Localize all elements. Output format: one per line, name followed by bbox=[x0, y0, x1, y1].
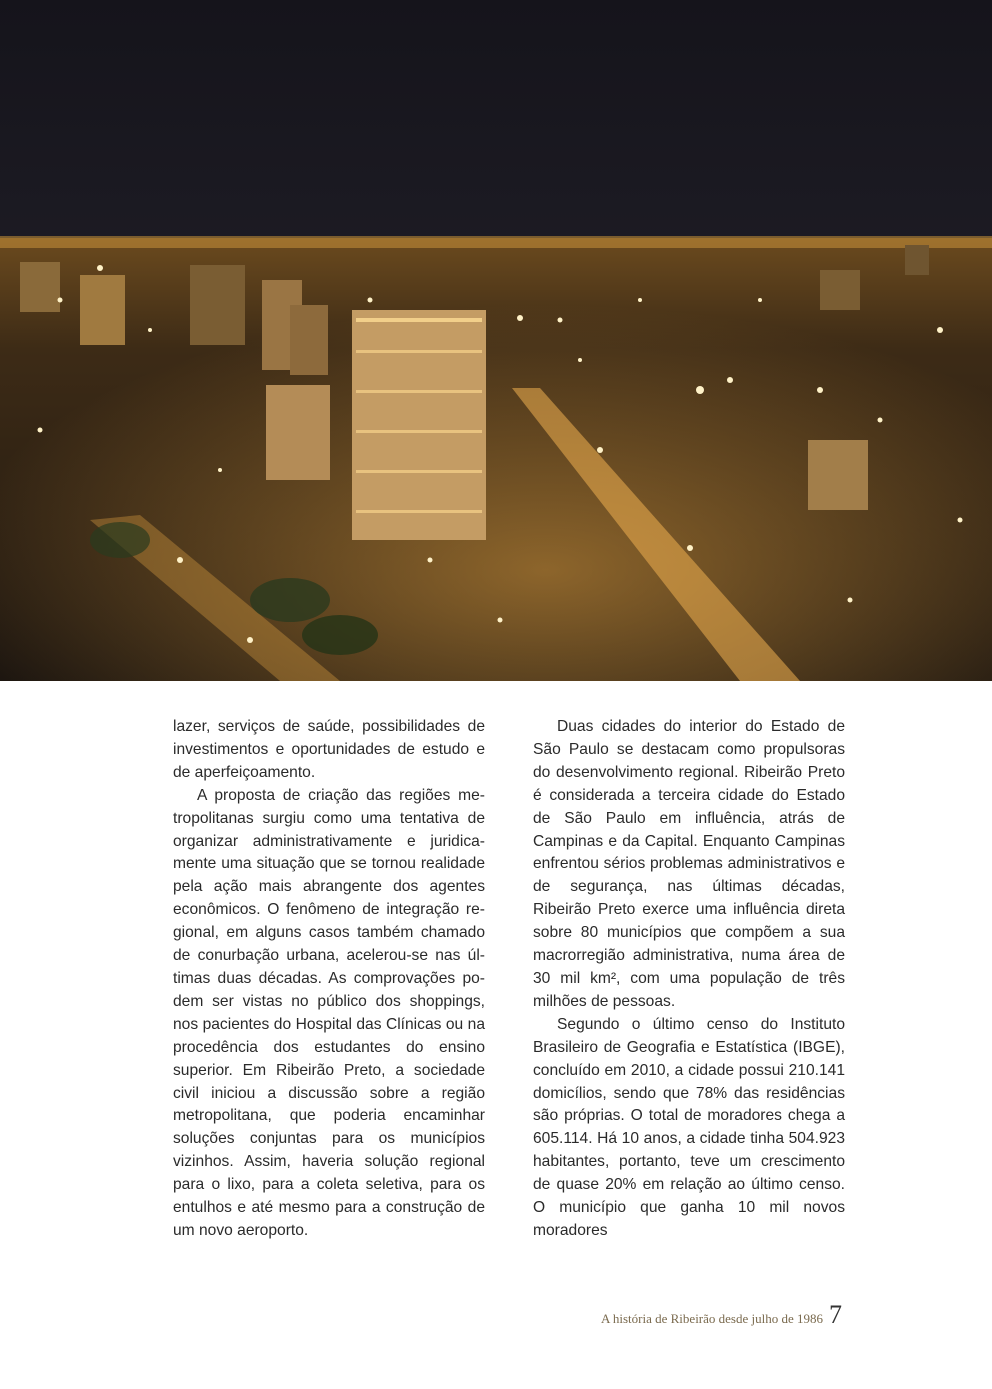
page-footer bbox=[601, 1300, 842, 1336]
paragraph: lazer, serviços de saúde, possibilidades de investimentos e oportunidades de estudo e de aperfeiçoamento. bbox=[173, 718, 485, 781]
text-column-left bbox=[173, 716, 485, 1243]
running-title: A história de Ribeirão desde julho de 1986 bbox=[600, 1311, 823, 1326]
paragraph: A proposta de criação das regiões metropolitanas surgiu como uma tentativa de organizar administrativamente e juridicamente uma situação que se tornou realidade pela ação mais abrangente dos agentes econômicos. O fenômeno de integração regional, em alguns casos também chamado de conurbação urbana, acelerou-se nas últimas duas décadas. As comprovações podem ser vistas no público dos shoppings, nos pacientes do Hospital das Clínicas ou na procedência dos estudantes do ensino superior. Em Ribeirão Preto, a sociedade civil iniciou a discussão sobre a região metropolitana, que poderia encaminhar soluções conjuntas para os municípios vizinhos. Assim, haveria solução regional para o lixo, para a coleta seletiva, para os entulhos e até mesmo para a construção de um novo aeroporto. bbox=[173, 786, 485, 1239]
text-column-right bbox=[533, 716, 845, 1243]
page-number: 7 bbox=[829, 1300, 842, 1329]
city-night-illustration bbox=[0, 0, 992, 681]
city-night-photo bbox=[0, 0, 992, 681]
paragraph: Duas cidades do interior do Estado de São Paulo se destacam como propulsoras do desenvolvimento regional. Ribeirão Preto é considerada a terceira cidade do Estado de São Paulo em influência, atrás de Campinas e da Capital. Enquanto Campinas enfrentou sérios problemas administrativos e de segurança, nas últimas décadas, Ribeirão Preto exerce uma influência direta sobre 80 municípios que compõem a sua macrorregião administrativa, numa área de 30 mil km², com uma população de três milhões de pessoas. bbox=[533, 718, 845, 1010]
paragraph: Segundo o último censo do Instituto Brasileiro de Geografia e Estatística (IBGE), concluído em 2010, a cidade possui 210.141 domicílios, sendo que 78% das residências são próprias. O total de moradores chega a 605.114. Há 10 anos, a cidade tinha 504.923 habitantes, portanto, teve um crescimento de quase 20% em relação ao último censo. O município que ganha 10 mil novos moradores bbox=[533, 1015, 845, 1239]
